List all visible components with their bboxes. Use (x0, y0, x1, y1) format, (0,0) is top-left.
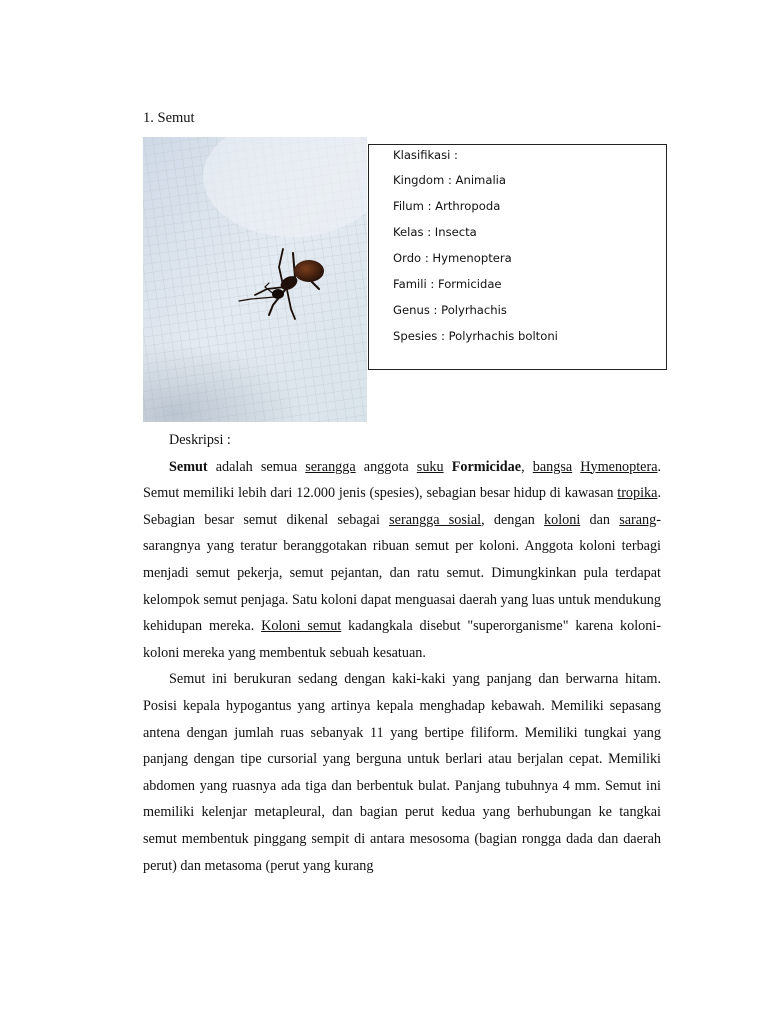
classification-box (368, 144, 667, 370)
text-run: . Sebagian besar semut dikenal sebagai (143, 485, 661, 528)
classification-genus: Genus : Polyrhachis (393, 303, 507, 317)
description-section (143, 427, 661, 879)
text-run: anggota (355, 458, 417, 475)
link-sarang[interactable]: sarang (619, 511, 657, 528)
classification-title: Klasifikasi : (393, 148, 458, 162)
term-formicidae: Formicidae (451, 458, 522, 475)
link-hymenoptera[interactable]: Hymenoptera (580, 458, 658, 475)
description-paragraph-2: Semut ini berukuran sedang dengan kaki-kaki yang panjang dan berwarna hitam. Posisi kepala hypogantus yang artinya kepala menghadap kebawah. Memiliki sepasang antena dengan jumlah ruas sebanyak 11 yang bertipe filiform. Memiliki tungkai yang panjang dengan tipe cursorial yang berguna untuk berlari atau berjalan cepat. Memiliki abdomen yang ruasnya ada tiga dan berbentuk bulat. Panjang tubuhnya 4 mm. Semut ini memiliki kelenjar metapleural, dan bagian perut kedua yang berhubungan ke tangkai semut membentuk pinggang sempit di antara mesosoma (bagian rongga dada dan daerah perut) dan metasoma (perut yang kurang (143, 671, 661, 874)
ant-photo (143, 137, 367, 422)
link-tropika[interactable]: tropika (617, 485, 658, 502)
link-koloni[interactable]: koloni (544, 511, 581, 528)
classification-ordo: Ordo : Hymenoptera (393, 251, 512, 265)
text-run: -sarangnya yang teratur beranggotakan ribuan semut per koloni. Anggota koloni terbagi menjadi semut pekerja, semut pejantan, dan ratu semut. Dimungkinkan pula terdapat kelompok semut penjaga. Satu koloni dapat menguasai daerah yang luas untuk mendukung kehidupan mereka. (143, 511, 661, 635)
text-run: , (521, 458, 533, 475)
classification-famili: Famili : Formicidae (393, 277, 502, 291)
classification-filum: Filum : Arthropoda (393, 199, 501, 213)
link-bangsa[interactable]: bangsa (532, 458, 573, 475)
classification-kingdom: Kingdom : Animalia (393, 173, 506, 187)
text-run: adalah semua (207, 458, 306, 475)
classification-spesies: Spesies : Polyrhachis boltoni (393, 329, 558, 343)
text-run: , dengan (481, 511, 545, 528)
text-run: dan (580, 511, 620, 528)
description-paragraph-1 (143, 454, 661, 667)
link-suku[interactable]: suku (416, 458, 444, 475)
text-run (444, 459, 452, 475)
section-heading: 1. Semut (143, 110, 195, 126)
term-semut: Semut (169, 458, 208, 475)
link-serangga-sosial[interactable]: serangga sosial (389, 511, 482, 528)
link-serangga[interactable]: serangga (305, 458, 356, 475)
text-run: kadangkala disebut "superorganisme" karena koloni-koloni mereka yang membentuk sebuah kesatuan. (143, 618, 662, 661)
text-run: . Semut memiliki lebih dari 12.000 jenis (spesies), sebagian besar hidup di kawasan (143, 458, 662, 502)
description-label: Deskripsi : (169, 432, 231, 448)
classification-kelas: Kelas : Insecta (393, 225, 477, 239)
link-koloni-semut[interactable]: Koloni semut (261, 618, 342, 635)
